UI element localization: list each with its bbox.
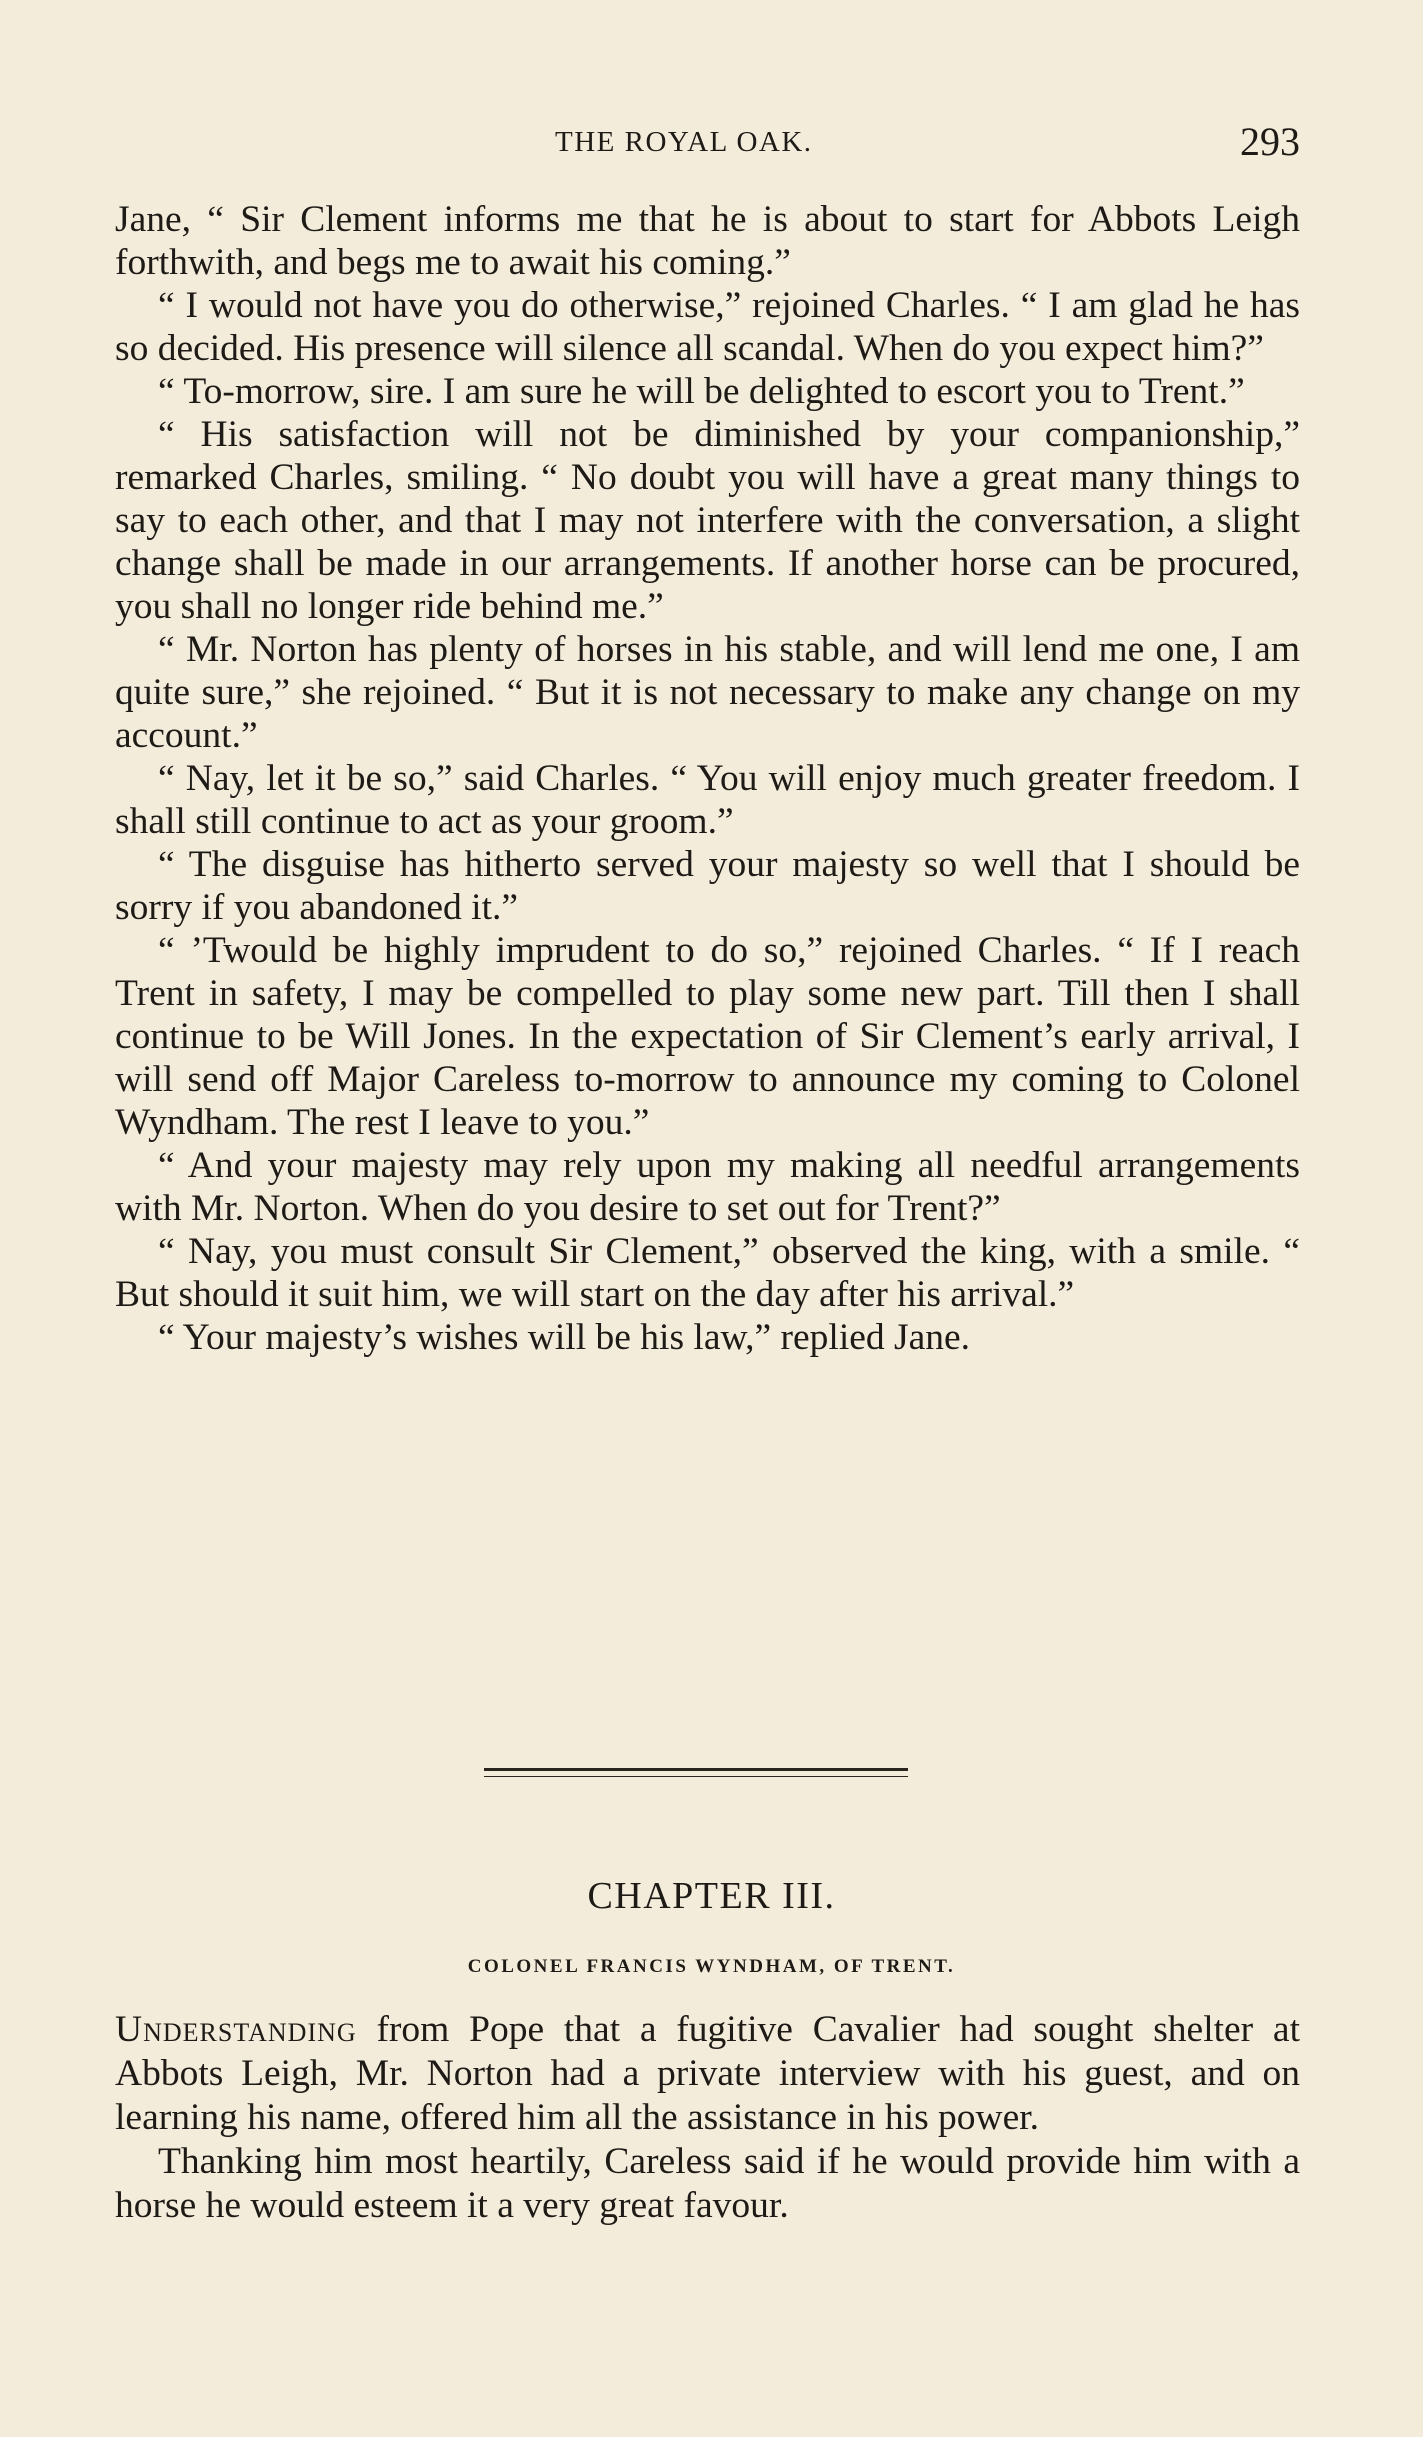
paragraph: “ His satisfaction will not be diminished by your companionship,” remarked Charles, smiling. “ No doubt you will have a great many things to say to each other, and that I may not interfere with the conversation, a slight change shall be made in our arrangements. If another horse can be procured, you shall no longer ride behind me.” xyxy=(115,414,1300,627)
chapter-text xyxy=(115,2008,1300,2228)
section-divider xyxy=(484,1768,908,1777)
chapter-lead-word: Understanding xyxy=(115,2009,357,2050)
paragraph: “ The disguise has hitherto served your majesty so well that I should be sorry if you abandoned it.” xyxy=(115,844,1300,928)
paragraph: “ Your majesty’s wishes will be his law,” replied Jane. xyxy=(158,1317,971,1358)
running-head xyxy=(115,118,1300,168)
page-number: 293 xyxy=(1240,119,1300,164)
paragraph: “ Nay, you must consult Sir Clement,” observed the king, with a smile. “ But should it suit him, we will start on the day after his arrival.” xyxy=(115,1231,1300,1315)
paragraph: “ ’Twould be highly imprudent to do so,” rejoined Charles. “ If I reach Trent in safety, I may be compelled to play some new part. Till then I shall continue to be Will Jones. In the expectation of Sir Clement’s early arrival, I will send off Major Careless to-morrow to announce my coming to Colonel Wyndham. The rest I leave to you.” xyxy=(115,930,1300,1143)
paragraph: “ And your majesty may rely upon my making all needful arrangements with Mr. Norton. When do you desire to set out for Trent?” xyxy=(115,1145,1300,1229)
paragraph: “ I would not have you do otherwise,” rejoined Charles. “ I am glad he has so decided. His presence will silence all scandal. When do you expect him?” xyxy=(115,285,1300,369)
paragraph: “ To-morrow, sire. I am sure he will be delighted to escort you to Trent.” xyxy=(158,371,1245,412)
chapter-paragraph-rest: from Pope that a fugitive Cavalier had sought shelter at Abbots Leigh, Mr. Norton had a private interview with his guest, and on learning his name, offered him all the assistance in his power. xyxy=(115,2009,1300,2138)
chapter-title: CHAPTER III. xyxy=(587,1875,836,1917)
chapter-paragraph xyxy=(115,2008,1300,2140)
paragraph: “ Nay, let it be so,” said Charles. “ You will enjoy much greater freedom. I shall still continue to act as your groom.” xyxy=(115,758,1300,842)
body-text xyxy=(115,198,1300,1359)
chapter-paragraph: Thanking him most heartily, Careless said if he would provide him with a horse he would esteem it a very great favour. xyxy=(115,2141,1300,2226)
running-title: THE ROYAL OAK. xyxy=(555,126,813,158)
paragraph: “ Mr. Norton has plenty of horses in his stable, and will lend me one, I am quite sure,” she rejoined. “ But it is not necessary to make any change on my account.” xyxy=(115,629,1300,756)
chapter-subtitle: COLONEL FRANCIS WYNDHAM, OF TRENT. xyxy=(467,1956,956,1977)
paragraph: Jane, “ Sir Clement informs me that he is about to start for Abbots Leigh forthwith, and begs me to await his coming.” xyxy=(115,199,1300,283)
